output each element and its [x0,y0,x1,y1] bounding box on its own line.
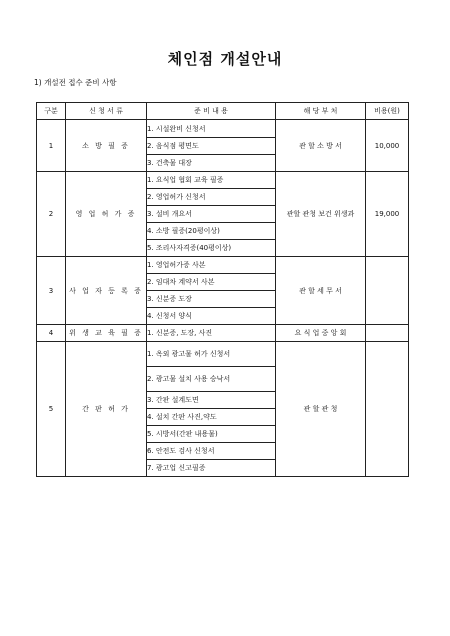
prep-item: 4. 설치 간판 사진,약도 [147,409,276,426]
prep-item: 2. 임대차 계약서 사본 [147,274,276,291]
cost: 10,000 [366,120,409,172]
section-heading: 1) 개설전 접수 준비 사항 [34,78,117,87]
header-documents: 신 청 서 류 [66,103,147,120]
document-name: 사 업 자 등 록 증 [66,257,147,325]
cost: 19,000 [366,172,409,257]
header-preparation: 준 비 내 용 [147,103,276,120]
document-title: 체인점 개설안내 [167,50,283,68]
document-name: 영 업 허 가 증 [66,172,147,257]
department: 관할 관청 보건 위생과 [276,172,366,257]
prep-item: 6. 안전도 검사 신청서 [147,443,276,460]
prep-item: 2. 영업허가 신청서 [147,189,276,206]
department: 관 할 관 청 [276,342,366,477]
department: 관 할 세 무 서 [276,257,366,325]
table-header-row [37,103,409,120]
row-number: 5 [37,342,66,477]
table-row [37,172,409,189]
prep-item: 5. 시방서(간판 내용물) [147,426,276,443]
document-name: 소 방 필 증 [66,120,147,172]
prep-item: 7. 광고업 신고필증 [147,460,276,477]
prep-item: 2. 음식점 평면도 [147,138,276,155]
prep-item: 1. 요식업 협회 교육 필증 [147,172,276,189]
prep-item: 1. 영업허가증 사본 [147,257,276,274]
header-cost: 비용(원) [366,103,409,120]
prep-item: 3. 건축물 대장 [147,155,276,172]
prep-item: 1. 신분증, 도장, 사진 [147,325,276,342]
table-row [37,325,409,342]
prep-item: 5. 조리사자격증(40평이상) [147,240,276,257]
prep-item: 3. 신분증 도장 [147,291,276,308]
department: 요 식 업 중 앙 회 [276,325,366,342]
prep-item: 3. 간판 설계도면 [147,392,276,409]
department: 관 할 소 방 서 [276,120,366,172]
cost [366,342,409,477]
row-number: 1 [37,120,66,172]
row-number: 2 [37,172,66,257]
prep-item: 4. 신청서 양식 [147,308,276,325]
cost [366,325,409,342]
row-number: 4 [37,325,66,342]
prep-item: 1. 옥외 광고물 허가 신청서 [147,342,276,367]
document-name: 위 생 교 육 필 증 [66,325,147,342]
prep-item: 4. 소방 필증(20평이상) [147,223,276,240]
row-number: 3 [37,257,66,325]
requirements-table [36,102,409,477]
prep-item: 1. 시설완비 신청서 [147,120,276,138]
table-row [37,120,409,138]
document-name: 간 판 허 가 [66,342,147,477]
prep-item: 2. 광고물 설치 사용 승낙서 [147,367,276,392]
table-row [37,342,409,367]
table-row [37,257,409,274]
prep-item: 3. 설비 개요서 [147,206,276,223]
header-category: 구분 [37,103,66,120]
cost [366,257,409,325]
header-department: 해 당 부 처 [276,103,366,120]
